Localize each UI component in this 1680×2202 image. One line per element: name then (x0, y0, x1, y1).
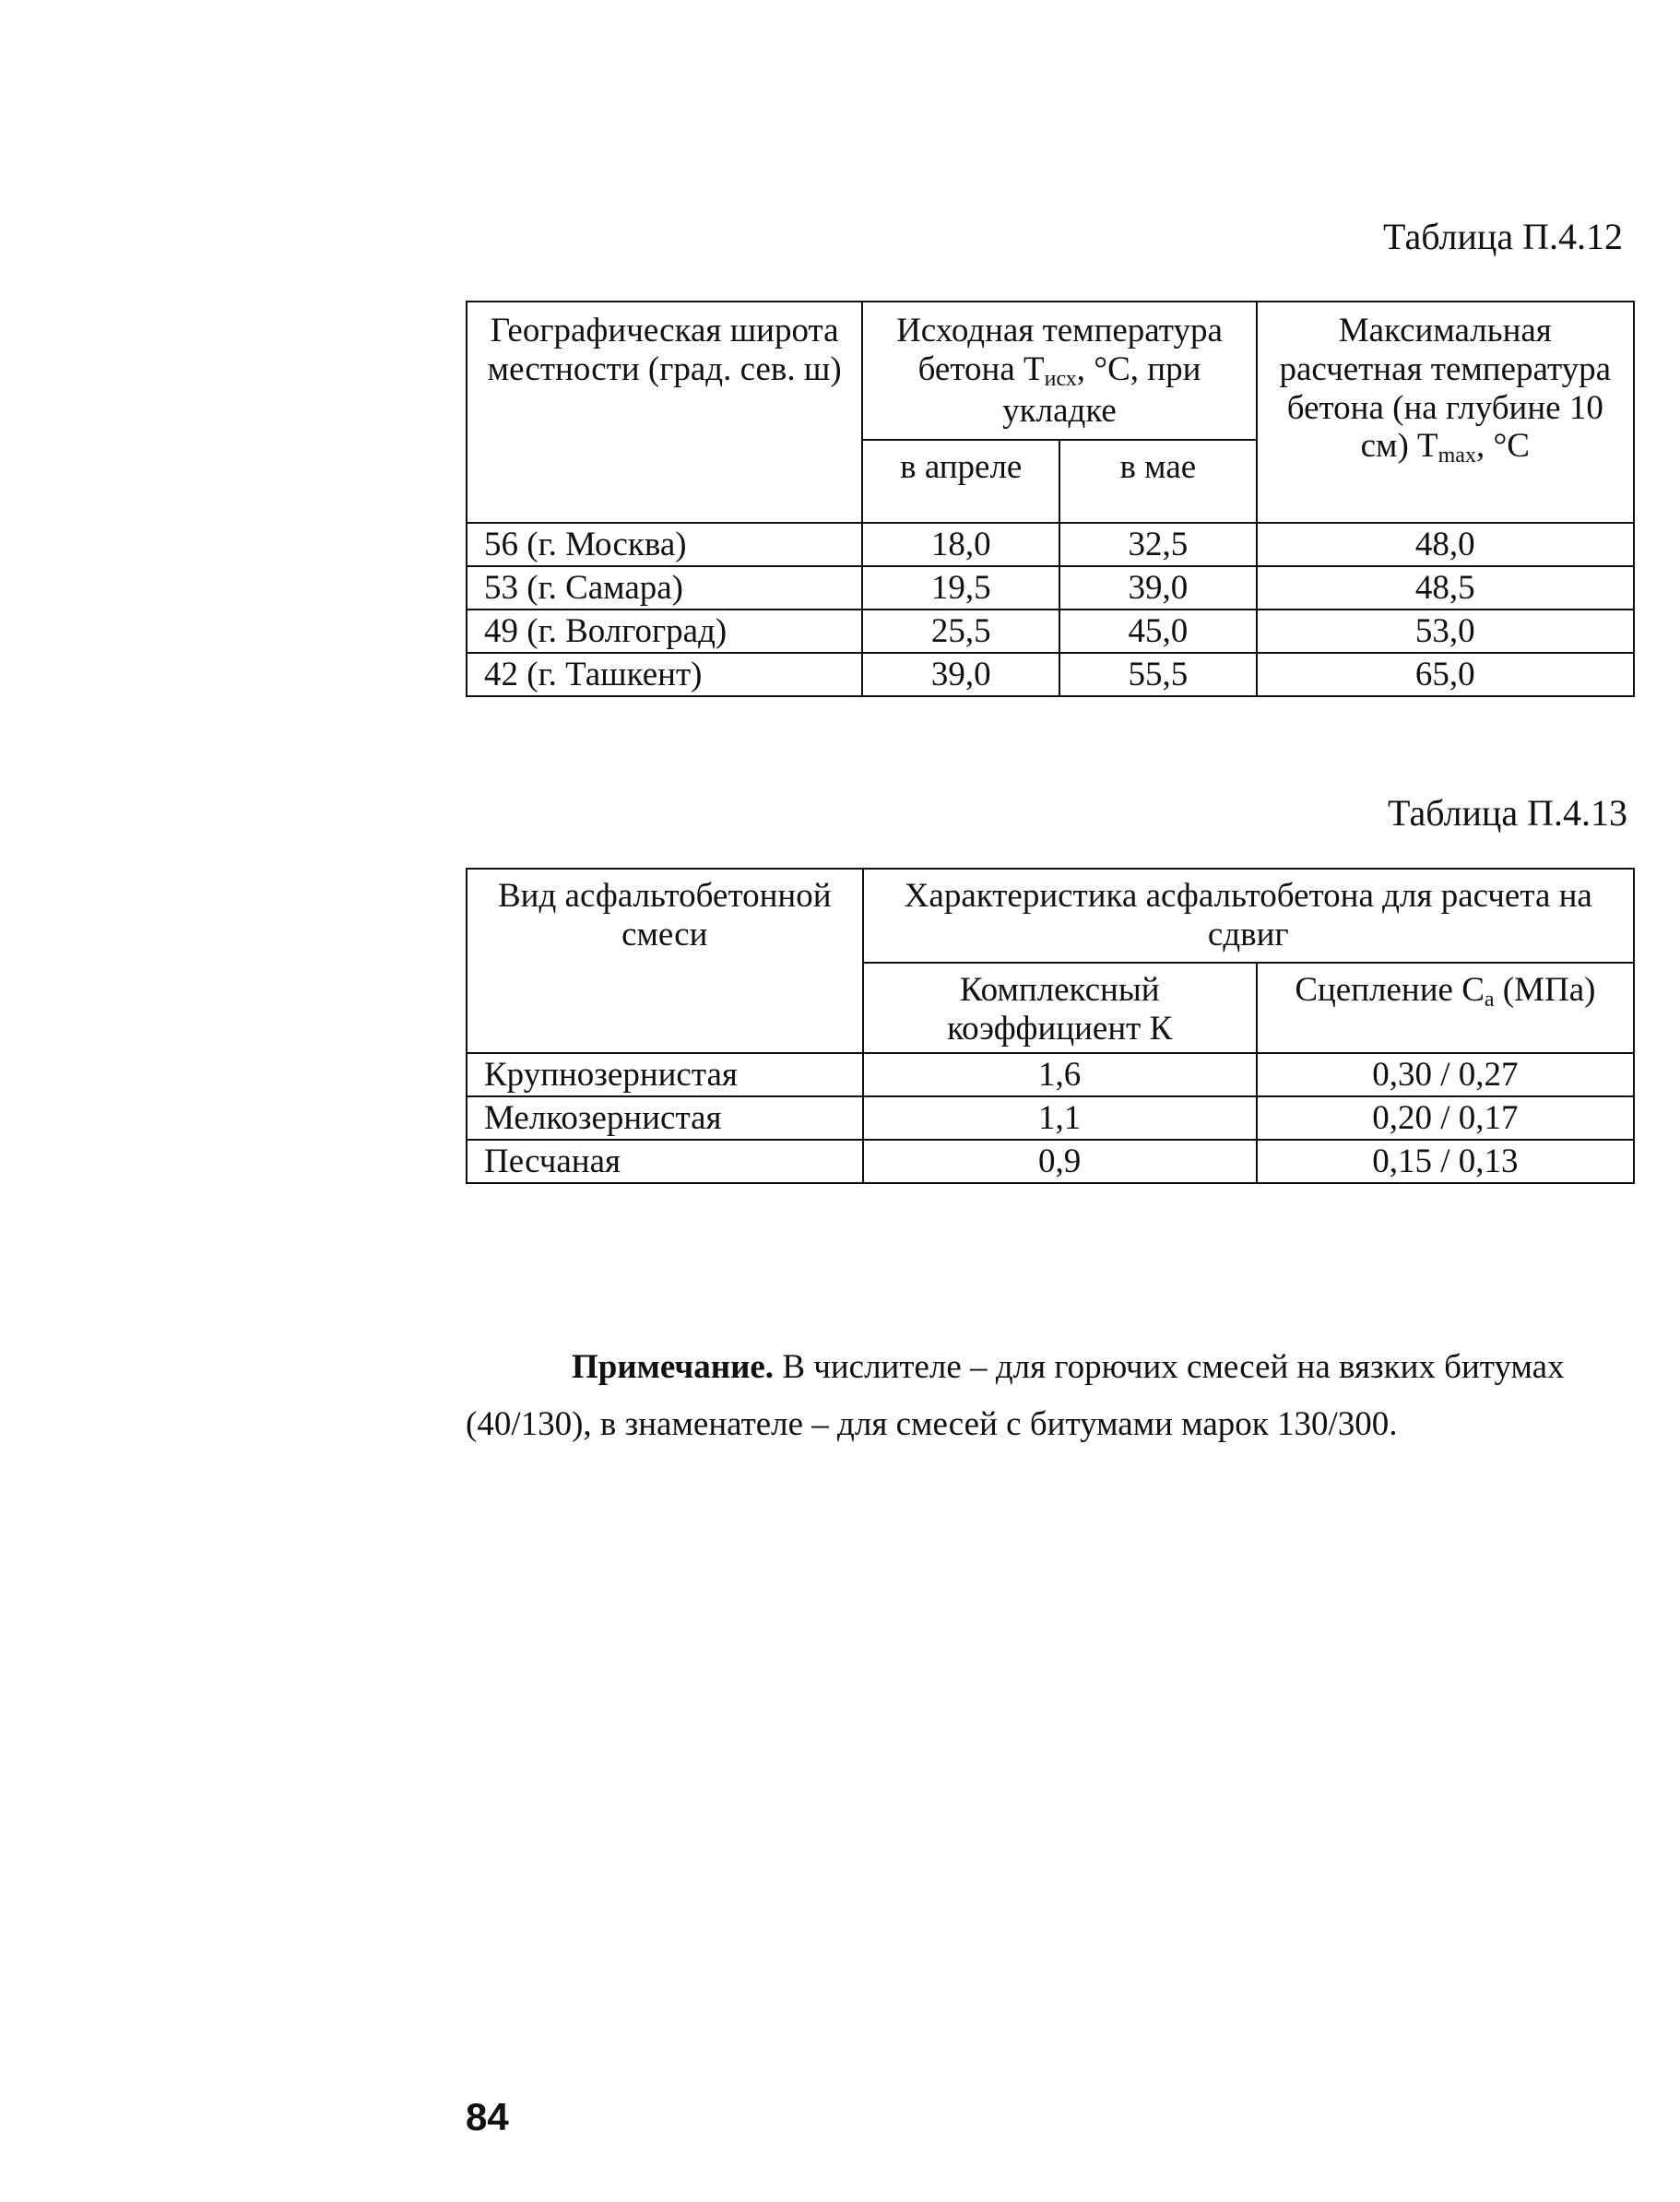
note-text: В числителе – для горючих смесей на вязких битумах (40/130), в знаменателе – для смесей с битумами марок 130/300. (466, 1348, 1565, 1443)
header-coefficient-k: Комплексный коэффициент К (863, 963, 1257, 1053)
table-row (467, 566, 1634, 610)
header-mix-type: Вид асфальтобетонной смеси (467, 869, 863, 1053)
table-row (467, 610, 1634, 653)
cell-april: 25,5 (862, 610, 1059, 653)
table-row (467, 1096, 1634, 1140)
page-number: 84 (466, 2095, 509, 2138)
cell-place: 53 (г. Самара) (467, 566, 862, 610)
cell-mix: Песчаная (467, 1140, 863, 1183)
cell-place: 42 (г. Ташкент) (467, 653, 862, 696)
header-max-temperature: Максимальная расчетная температура бетона (на глубине 10 см) $Т_{max}$, °С (1257, 302, 1634, 523)
cell-may: 39,0 (1059, 566, 1257, 610)
cell-tmax: 53,0 (1257, 610, 1634, 653)
cell-may: 45,0 (1059, 610, 1257, 653)
cell-tmax: 48,0 (1257, 523, 1634, 566)
table-row (467, 1053, 1634, 1096)
note-paragraph (466, 1339, 1635, 1453)
cell-may: 32,5 (1059, 523, 1257, 566)
header-shear-characteristics: Характеристика асфальтобетона для расчета на сдвиг (863, 869, 1634, 963)
cell-place: 56 (г. Москва) (467, 523, 862, 566)
table-row (467, 653, 1634, 696)
cell-cohesion: 0,15 / 0,13 (1257, 1140, 1634, 1183)
latitude-temperature-table (466, 301, 1635, 697)
table-caption: Таблица П.4.12 (1383, 216, 1623, 257)
cell-k: 1,1 (863, 1096, 1257, 1140)
cell-mix: Мелкозернистая (467, 1096, 863, 1140)
cell-april: 19,5 (862, 566, 1059, 610)
header-april: в апреле (862, 440, 1059, 523)
cell-cohesion: 0,30 / 0,27 (1257, 1053, 1634, 1096)
cell-mix: Крупнозернистая (467, 1053, 863, 1096)
cell-tmax: 48,5 (1257, 566, 1634, 610)
cell-april: 18,0 (862, 523, 1059, 566)
cell-april: 39,0 (862, 653, 1059, 696)
cell-may: 55,5 (1059, 653, 1257, 696)
cell-place: 49 (г. Волгоград) (467, 610, 862, 653)
header-initial-temperature: Исходная температура бетона $Т_{исх}$, °С, при укладке (862, 302, 1256, 440)
cell-k: 0,9 (863, 1140, 1257, 1183)
note-label: Примечание. (572, 1348, 775, 1386)
header-latitude: Географическая широта местности (град. сев. ш) (467, 302, 862, 523)
table-caption: Таблица П.4.13 (1388, 792, 1627, 834)
header-may: в мае (1059, 440, 1257, 523)
cell-k: 1,6 (863, 1053, 1257, 1096)
table-row (467, 1140, 1634, 1183)
header-cohesion: Сцепление $С_а$ (МПа) (1257, 963, 1634, 1053)
cell-tmax: 65,0 (1257, 653, 1634, 696)
table-row (467, 523, 1634, 566)
cell-cohesion: 0,20 / 0,17 (1257, 1096, 1634, 1140)
asphalt-shear-table (466, 868, 1635, 1184)
